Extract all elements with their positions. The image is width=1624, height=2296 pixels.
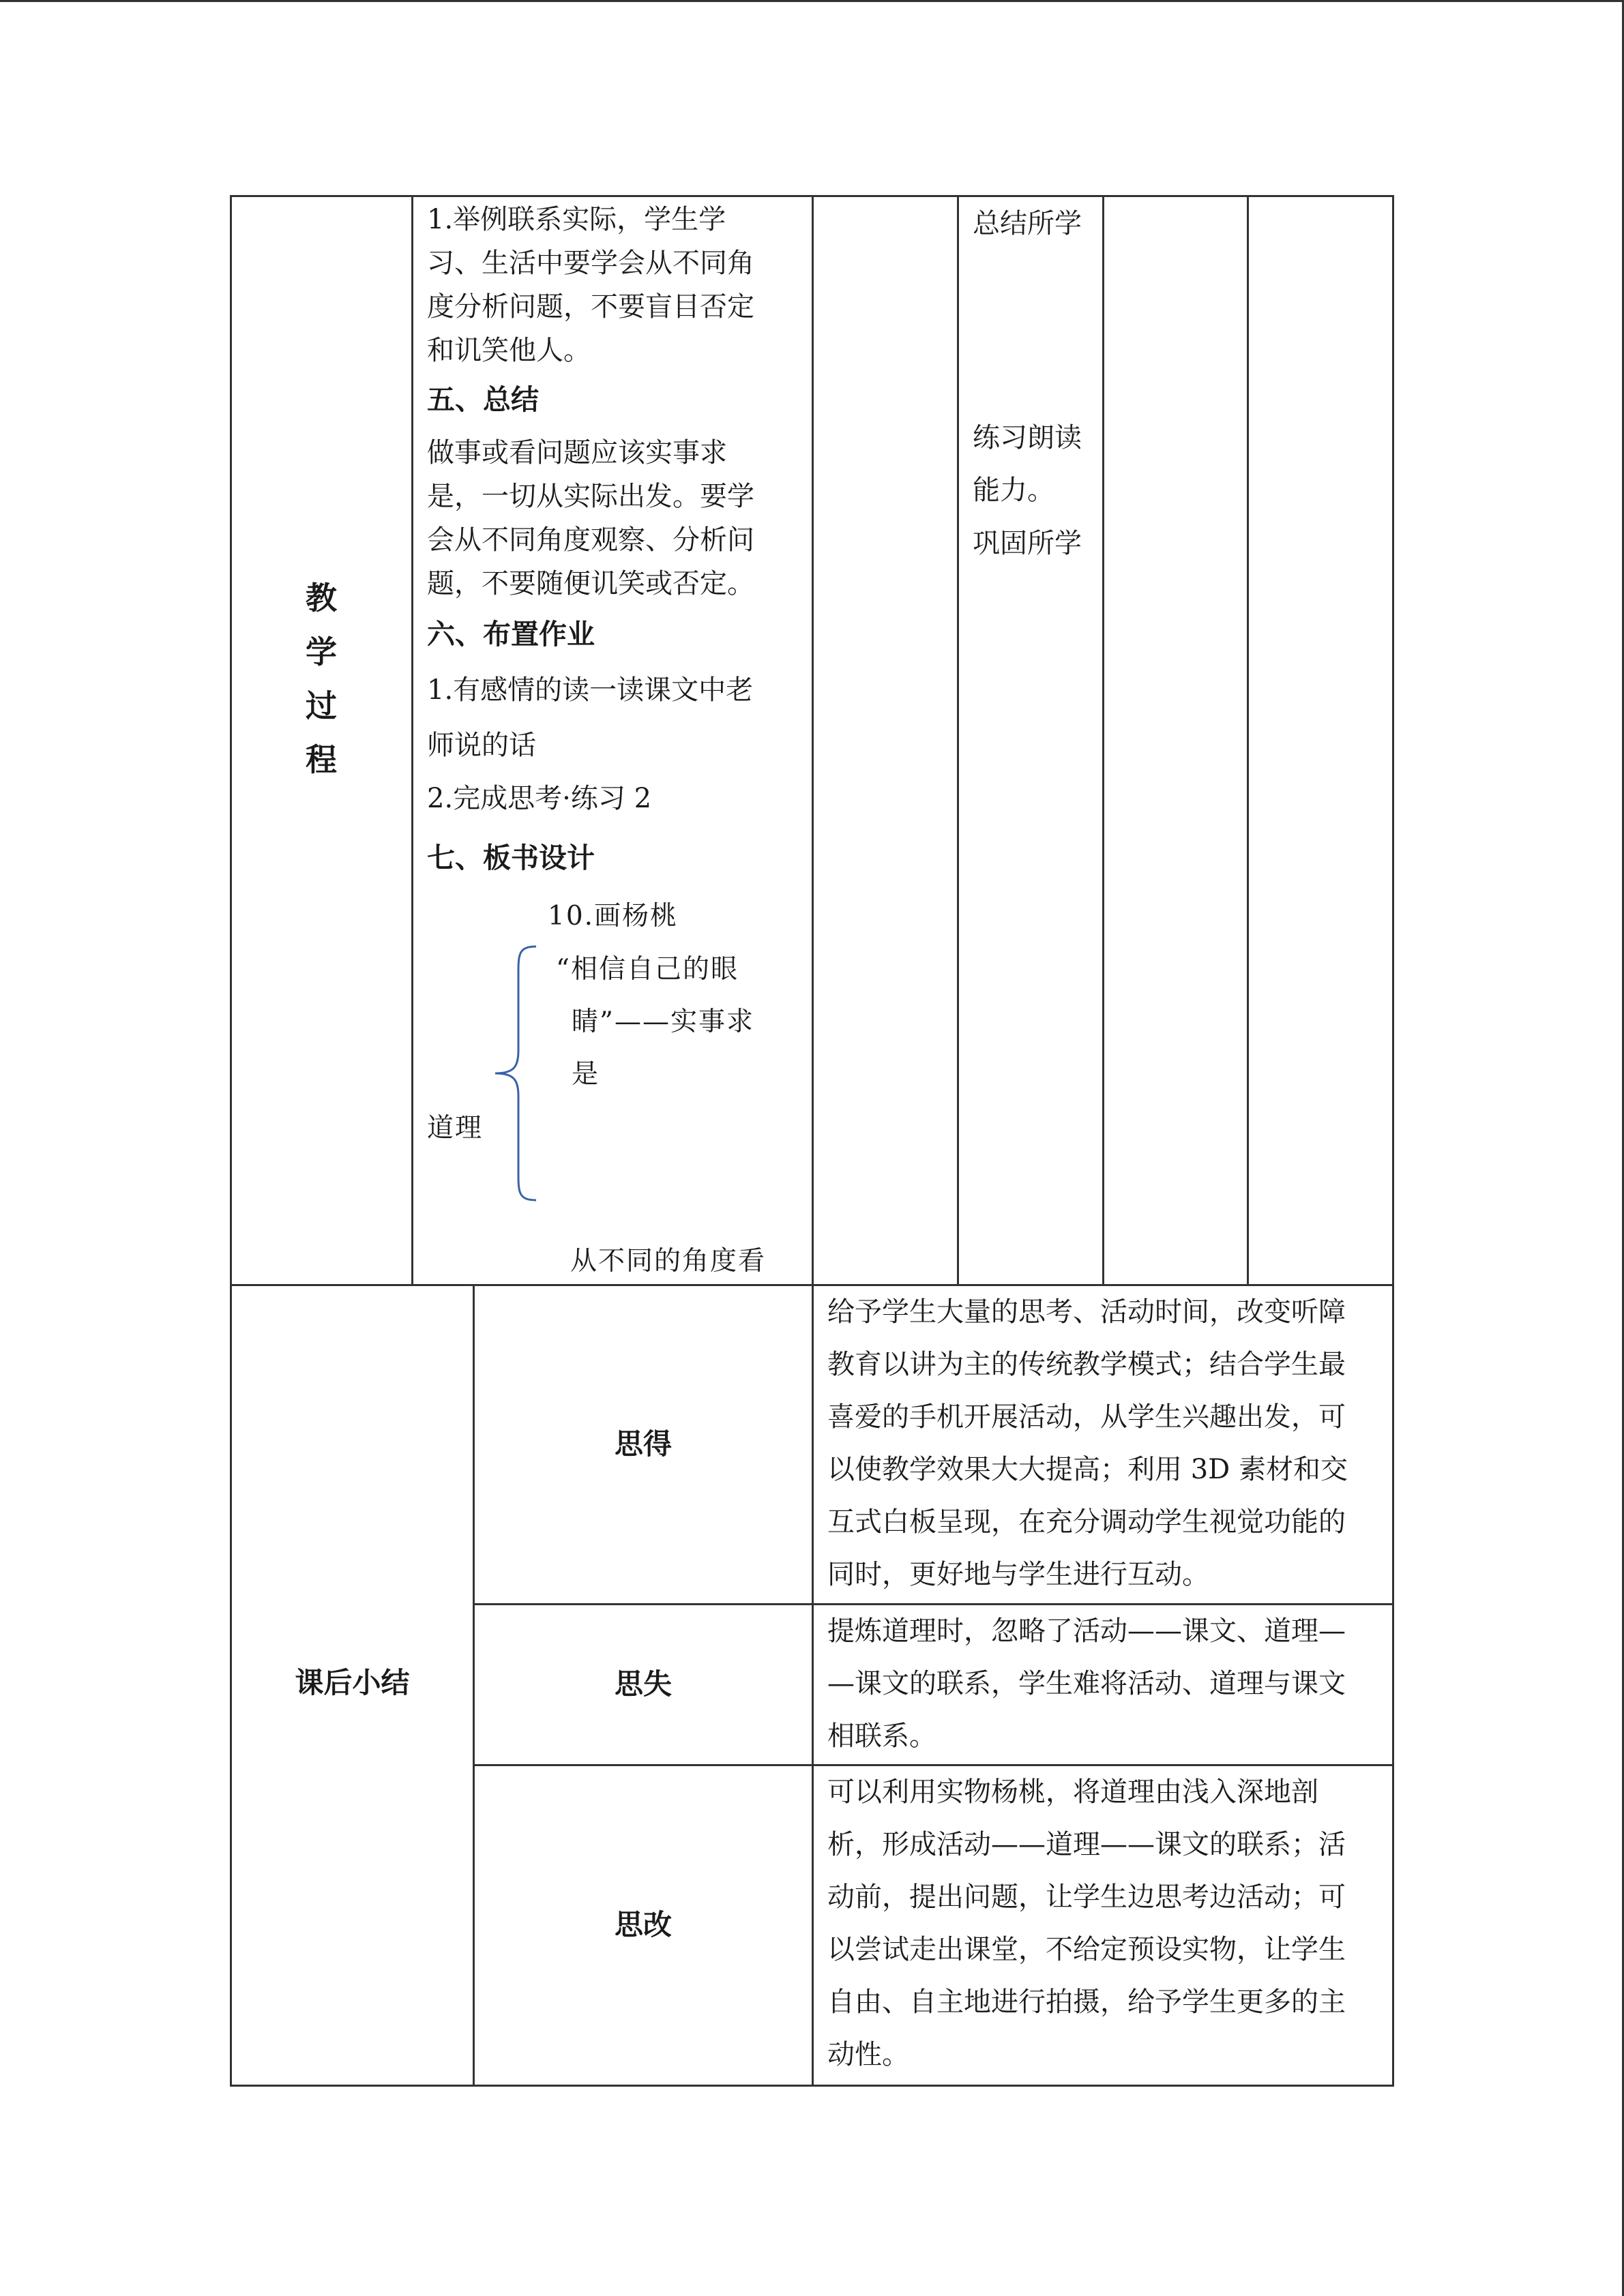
improve-line-1: 可以利用实物杨桃，将道理由浅入深地剖 bbox=[827, 1776, 1318, 1808]
intent-line-2: 练习朗读 bbox=[973, 422, 1082, 453]
board-design-heading: 七、板书设计 bbox=[427, 841, 595, 874]
summary-line-2: 是，一切从实际出发。要学 bbox=[427, 481, 754, 512]
improve-line-4: 以尝试走出课堂，不给定预设实物，让学生 bbox=[827, 1934, 1346, 1965]
homework-line-3: 2.完成思考·练习 2 bbox=[427, 783, 652, 814]
intent-line-3: 能力。 bbox=[973, 475, 1054, 506]
practice-line-1: 1.举例联系实际，学生学 bbox=[427, 204, 726, 235]
col-line-5 bbox=[1247, 195, 1249, 1286]
homework-heading: 六、布置作业 bbox=[427, 618, 595, 651]
summary-line-4: 题，不要随便讥笑或否定。 bbox=[427, 568, 754, 599]
summary-line-3: 会从不同角度观察、分析问 bbox=[427, 524, 754, 556]
table-border-right bbox=[1392, 195, 1394, 2087]
gain-line-4: 以使教学效果大大提高；利用 3D 素材和交 bbox=[827, 1454, 1348, 1485]
loss-line-3: 相联系。 bbox=[827, 1720, 936, 1752]
board-branch-1-line-3: 是 bbox=[572, 1059, 600, 1090]
page-edge-top bbox=[0, 0, 1624, 2]
homework-line-2: 师说的话 bbox=[427, 730, 536, 761]
board-lesson-title: 10.画杨桃 bbox=[548, 901, 679, 931]
gain-line-2: 教育以讲为主的传统教学模式；结合学生最 bbox=[827, 1349, 1346, 1380]
loss-label: 思失 bbox=[614, 1667, 672, 1701]
board-branch-2: 从不同的角度看 bbox=[570, 1246, 767, 1277]
summary-heading: 五、总结 bbox=[427, 383, 539, 416]
gain-line-1: 给予学生大量的思考、活动时间，改变听障 bbox=[827, 1296, 1346, 1328]
board-branch-1-line-2: 睛”——实事求 bbox=[572, 1007, 754, 1037]
table-border-left bbox=[230, 195, 232, 2087]
after-class-summary-label: 课后小结 bbox=[295, 1666, 410, 1699]
col-line-1 bbox=[411, 195, 413, 1286]
improve-line-2: 析，形成活动——道理——课文的联系；活 bbox=[827, 1829, 1346, 1860]
practice-line-2: 习、生活中要学会从不同角 bbox=[427, 248, 754, 279]
col-line-4 bbox=[1102, 195, 1104, 1286]
curly-brace-icon bbox=[491, 944, 539, 1203]
intent-line-4: 巩固所学 bbox=[973, 528, 1082, 559]
board-root: 道理 bbox=[427, 1113, 484, 1144]
practice-line-3: 度分析问题，不要盲目否定 bbox=[427, 291, 754, 323]
loss-line-2: —课文的联系，学生难将活动、道理与课文 bbox=[827, 1668, 1346, 1699]
improve-line-6: 动性。 bbox=[827, 2039, 909, 2070]
gain-line-3: 喜爱的手机开展活动，从学生兴趣出发，可 bbox=[827, 1401, 1346, 1433]
improve-line-3: 动前，提出问题，让学生边思考边活动；可 bbox=[827, 1881, 1346, 1913]
improve-label: 思改 bbox=[614, 1908, 672, 1941]
homework-line-1: 1.有感情的读一读课文中老 bbox=[427, 674, 754, 706]
improve-line-5: 自由、自主地进行拍摄，给予学生更多的主 bbox=[827, 1986, 1346, 2018]
practice-line-4: 和讥笑他人。 bbox=[427, 335, 591, 366]
summary-line-1: 做事或看问题应该实事求 bbox=[427, 437, 727, 468]
board-branch-1-line-1: “相信自己的眼 bbox=[556, 954, 739, 985]
loss-line-1: 提炼道理时，忽略了活动——课文、道理— bbox=[827, 1615, 1346, 1647]
col-line-3 bbox=[957, 195, 959, 1286]
col-line-2 bbox=[812, 195, 814, 2087]
gain-line-6: 同时，更好地与学生进行互动。 bbox=[827, 1559, 1209, 1590]
intent-line-1: 总结所学 bbox=[973, 208, 1082, 239]
gain-line-5: 互式白板呈现，在充分调动学生视觉功能的 bbox=[827, 1506, 1346, 1538]
teaching-process-label: 教 学 过 程 bbox=[306, 580, 337, 778]
gain-label: 思得 bbox=[614, 1427, 672, 1461]
